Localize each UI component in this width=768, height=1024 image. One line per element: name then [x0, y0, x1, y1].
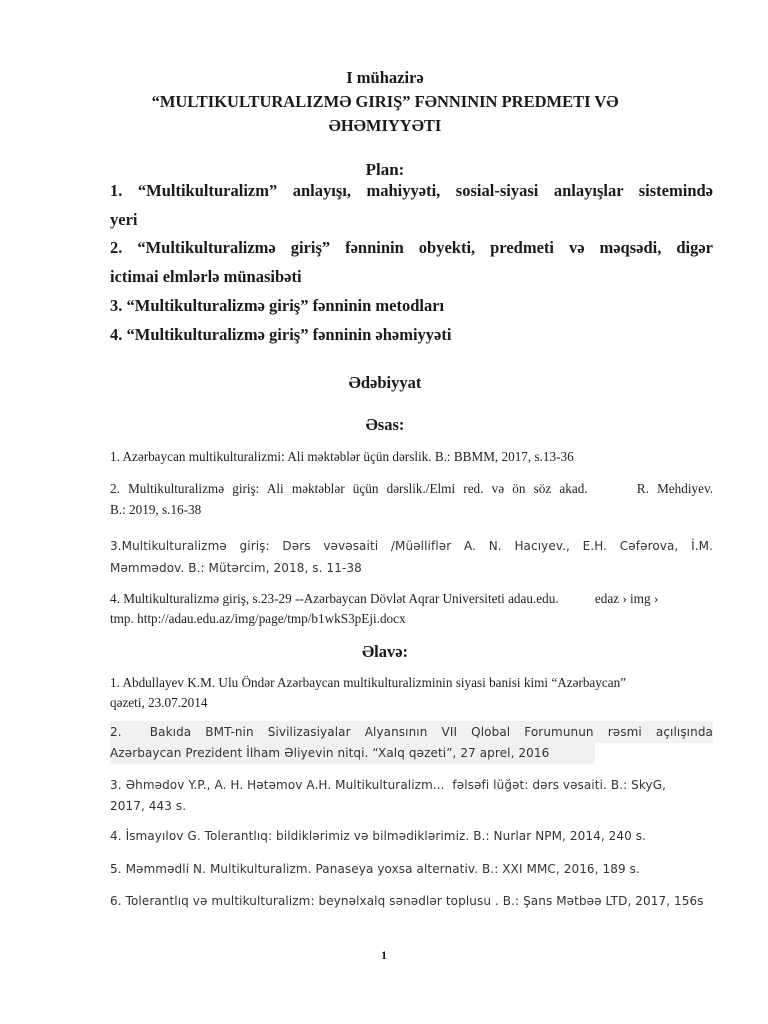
extra-ref-1-cont: qəzeti, 23.07.2014: [110, 695, 208, 710]
plan-item-2: 2. “Multikulturalizmə giriş” fənninin obyekti, predmeti və məqsədi, digər: [110, 238, 713, 257]
plan-item-1-cont: yeri: [110, 210, 138, 229]
plan-item-2-cont: ictimai elmlərlə münasibəti: [110, 267, 302, 286]
literature-heading: Ədəbiyyat: [348, 373, 422, 392]
title-line-1: “MULTIKULTURALIZMƏ GIRIŞ” FƏNNININ PREDMETI VƏ: [151, 92, 619, 111]
extra-ref-1: 1. Abdullayev K.M. Ulu Öndər Azərbaycan multikulturalizminin siyasi banisi kimi “Azərbaycan”: [110, 675, 627, 690]
extra-ref-2-cont: Azərbaycan Prezident İlham Əliyevin nitqi. “Xalq qəzeti”, 27 aprel, 2016: [110, 742, 595, 764]
main-ref-3: 3.Multikulturalizmə giriş: Dərs vəvəsaiti /Müəlliflər A. N. Hacıyev., E.H. Cəfərova, İ.M.: [110, 539, 713, 553]
plan-item-3: 3. “Multikulturalizmə giriş” fənninin metodları: [110, 296, 445, 315]
main-sources-heading: Əsas:: [365, 415, 405, 434]
main-ref-1: 1. Azərbaycan multikulturalizmi: Ali məktəblər üçün dərslik. B.: BBMM, 2017, s.13-36: [110, 449, 574, 464]
page-number: 1: [381, 948, 387, 962]
extra-ref-6: 6. Tolerantlıq və multikulturalizm: beynəlxalq sənədlər toplusu . B.: Şans Mətbəə LTD, 2017, 156s: [110, 894, 704, 908]
extra-ref-2: 2. Bakıda BMT-nin Sivilizasiyalar Alyansının VII Qlobal Forumunun rəsmi açılışında: [110, 721, 713, 743]
main-ref-4: 4. Multikulturalizmə giriş, s.23-29 --Azərbaycan Dövlət Aqrar Universiteti adau.edu. edaz › img ›: [110, 591, 659, 606]
title-line-2: ƏHƏMIYYƏTI: [328, 116, 442, 135]
extra-ref-5: 5. Məmmədli N. Multikulturalizm. Panaseya yoxsa alternativ. B.: XXI MMC, 2016, 189 s.: [110, 862, 640, 876]
main-ref-3-cont: Məmmədov. B.: Mütərcim, 2018, s. 11-38: [110, 561, 362, 575]
plan-heading: Plan:: [365, 160, 405, 179]
extra-ref-3: 3. Əhmədov Y.P., A. H. Hətəmov A.H. Multikulturalizm... fəlsəfi lüğət: dərs vəsaiti. B.: SkyG,: [110, 778, 667, 792]
extra-ref-4: 4. İsmayılov G. Tolerantlıq: bildiklərimiz və bilmədiklərimiz. B.: Nurlar NPM, 2014, 240 s.: [110, 829, 647, 843]
main-ref-2: 2. Multikulturalizmə giriş: Ali məktəblər üçün dərslik./Elmi red. və ön söz akad. R. Mehdiyev.: [110, 481, 713, 496]
extra-ref-3-cont: 2017, 443 s.: [110, 799, 187, 813]
main-ref-2-cont: B.: 2019, s.16-38: [110, 502, 202, 517]
main-ref-4-cont: tmp. http://adau.edu.az/img/page/tmp/b1wkS3pEji.docx: [110, 611, 406, 626]
plan-item-4: 4. “Multikulturalizmə giriş” fənninin əhəmiyyəti: [110, 325, 452, 344]
lecture-number: I mühazirə: [346, 68, 424, 87]
extra-sources-heading: Əlavə:: [361, 642, 409, 661]
plan-item-1: 1. “Multikulturalizm” anlayışı, mahiyyəti, sosial-siyasi anlayışlar sistemində: [110, 181, 713, 200]
